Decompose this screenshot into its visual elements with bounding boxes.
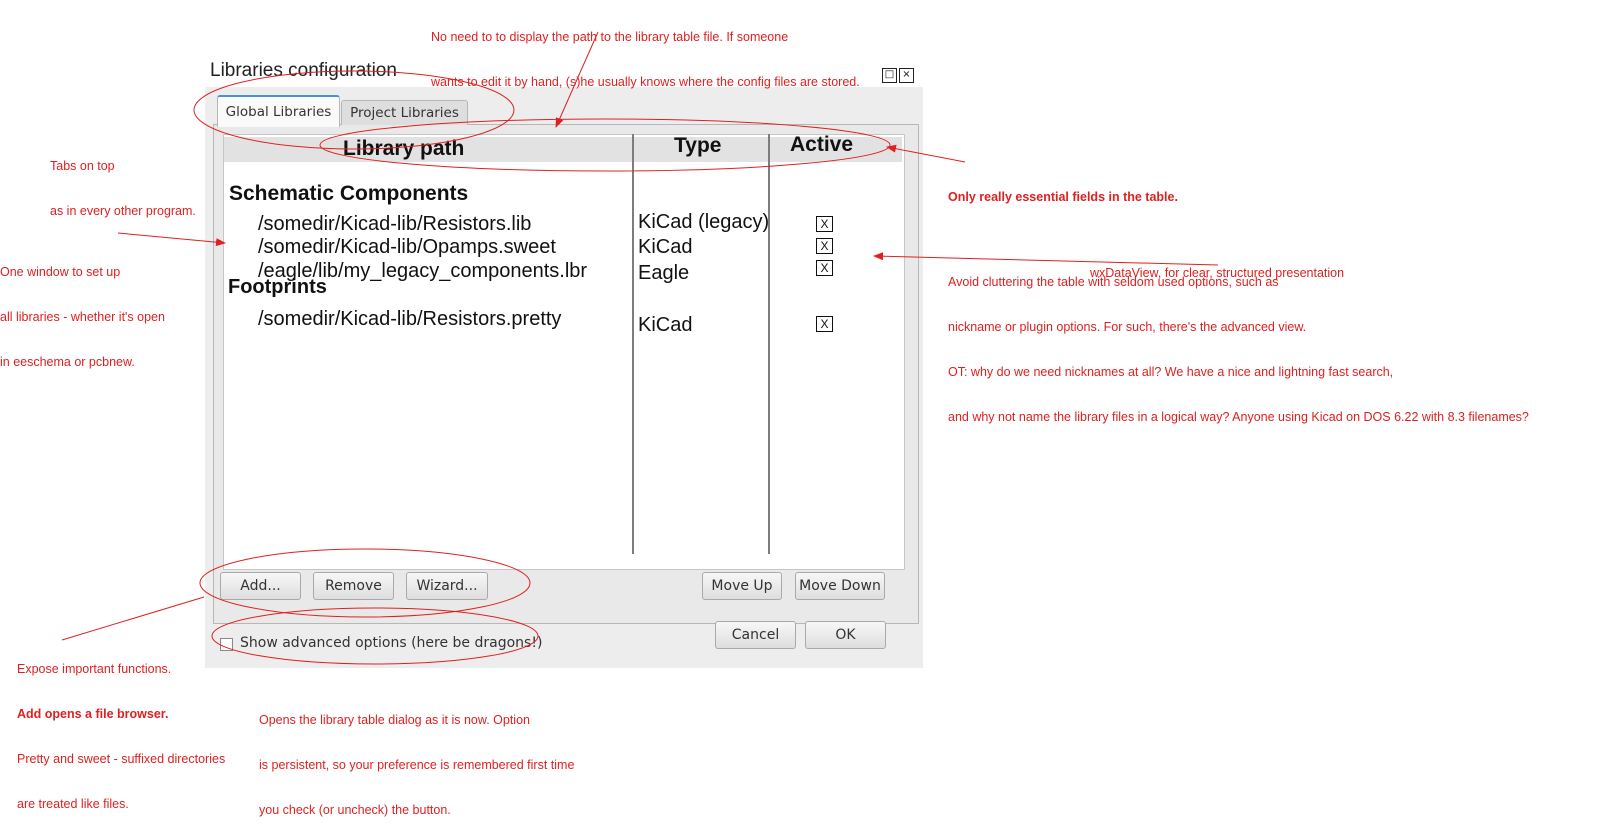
row-path[interactable]: /somedir/Kicad-lib/Resistors.lib bbox=[258, 213, 532, 235]
row-type[interactable]: Eagle bbox=[638, 262, 690, 284]
row-type[interactable]: KiCad (legacy) bbox=[638, 211, 770, 233]
add-button[interactable]: Add... bbox=[220, 572, 301, 600]
row-type[interactable]: KiCad bbox=[638, 236, 693, 258]
group-header-schematic-components[interactable]: Schematic Components bbox=[229, 182, 469, 205]
remove-button[interactable]: Remove bbox=[313, 572, 394, 600]
active-checkbox[interactable]: X bbox=[816, 316, 833, 332]
row-path[interactable]: /somedir/Kicad-lib/Opamps.sweet bbox=[258, 236, 556, 258]
cancel-button[interactable]: Cancel bbox=[715, 621, 796, 649]
active-checkbox[interactable]: X bbox=[816, 238, 833, 254]
column-header-library-path[interactable]: Library path bbox=[343, 137, 465, 160]
column-header-active[interactable]: Active bbox=[790, 133, 854, 156]
annotation-essential-fields-note: Only really essential fields in the table. Avoid cluttering the table with seldom used options, such as nickname or plugin options. For such, there's the advanced view. OT: why do we need nicknames at all? We have a nice and lightning fast search, and why not name the library files in a logical way? Anyone using Kicad on DOS 6.22 with 8.3 filenames? bbox=[948, 190, 1529, 424]
active-checkbox[interactable]: X bbox=[816, 216, 833, 232]
close-icon[interactable]: × bbox=[899, 68, 914, 83]
tab-global-libraries[interactable]: Global Libraries bbox=[217, 95, 340, 127]
ok-button[interactable]: OK bbox=[805, 621, 886, 649]
column-divider[interactable] bbox=[632, 134, 634, 554]
active-checkbox[interactable]: X bbox=[816, 260, 833, 276]
move-up-button[interactable]: Move Up bbox=[702, 572, 782, 600]
maximize-icon[interactable]: □ bbox=[882, 68, 897, 83]
row-type[interactable]: KiCad bbox=[638, 314, 693, 336]
annotation-path-note: No need to to display the path to the library table file. If someone wants to edit it by hand, (s)he usually knows where the config files are stored. bbox=[431, 30, 860, 89]
group-header-footprints[interactable]: Footprints bbox=[228, 276, 327, 298]
wizard-button[interactable]: Wizard... bbox=[406, 572, 488, 600]
column-divider[interactable] bbox=[768, 134, 770, 554]
annotation-advanced-note: Opens the library table dialog as it is now. Option is persistent, so your preference is remembered first time you check (or uncheck) the button. bbox=[259, 713, 575, 817]
row-path[interactable]: /eagle/lib/my_legacy_components.lbr bbox=[258, 260, 588, 282]
window-title: Libraries configuration bbox=[210, 60, 397, 81]
annotation-functions-note: Expose important functions. Add opens a file browser. Pretty and sweet - suffixed directories are treated like files. bbox=[17, 662, 226, 811]
move-down-button[interactable]: Move Down bbox=[795, 572, 885, 600]
annotation-tabs-note: Tabs on top as in every other program. bbox=[50, 159, 196, 218]
annotation-one-window-note: One window to set up all libraries - whether it's open in eeschema or pcbnew. bbox=[0, 265, 165, 369]
window-controls bbox=[882, 68, 914, 83]
advanced-options-label[interactable]: Show advanced options (here be dragons!) bbox=[240, 635, 543, 651]
annotation-dataview-note: wxDataView, for clear, structured presentation bbox=[1090, 266, 1345, 280]
tab-project-libraries[interactable]: Project Libraries bbox=[341, 100, 468, 125]
row-path[interactable]: /somedir/Kicad-lib/Resistors.pretty bbox=[258, 308, 562, 330]
column-header-type[interactable]: Type bbox=[674, 134, 722, 157]
